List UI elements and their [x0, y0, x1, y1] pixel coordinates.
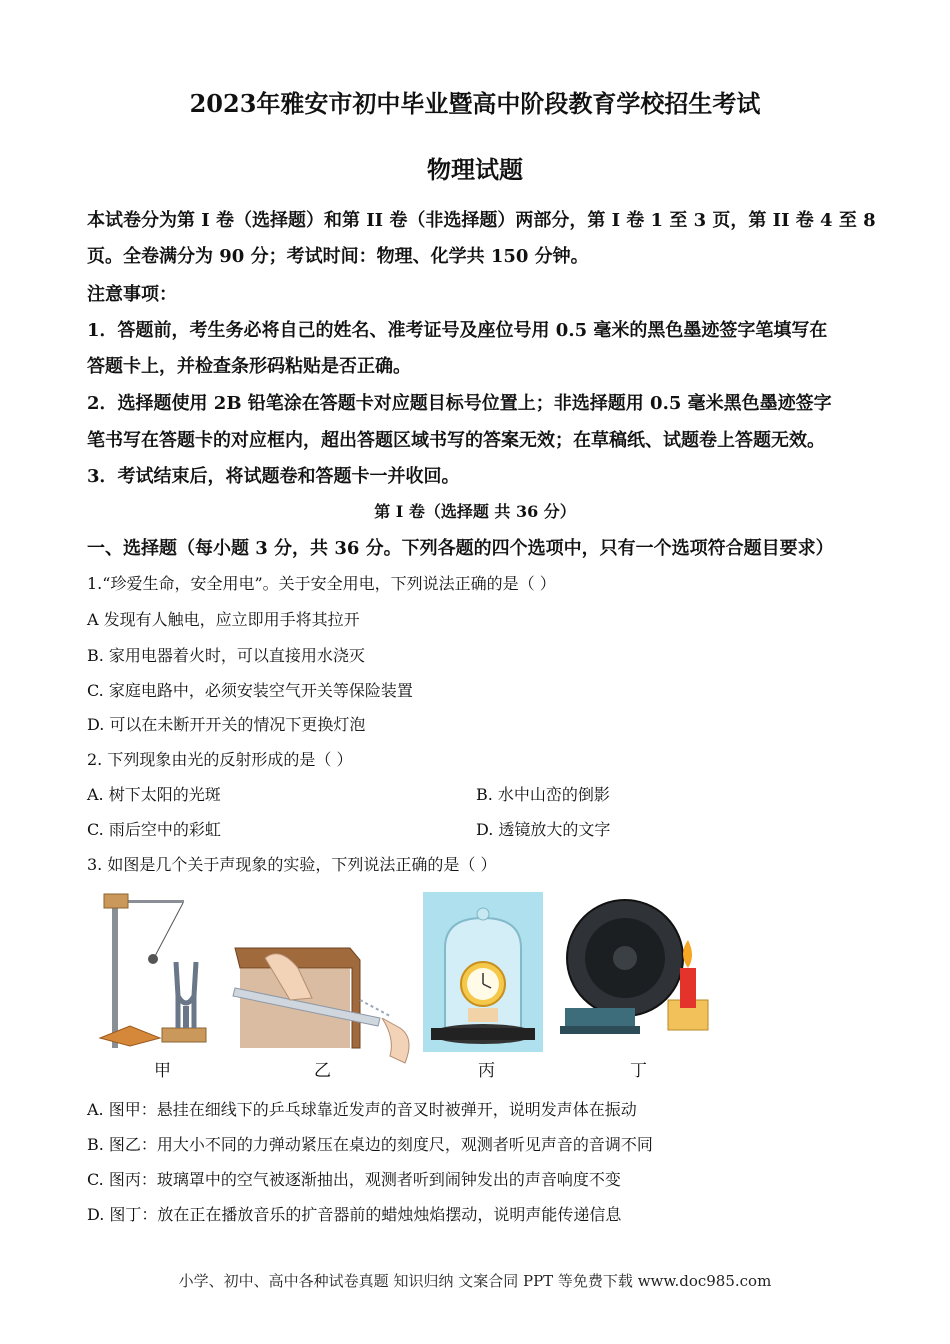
question-3-option-b: B. 图乙：用大小不同的力弹动紧压在桌边的刻度尺，观测者听见声音的音调不同 [87, 1135, 653, 1154]
question-1-option-a: A 发现有人触电，应立即用手将其拉开 [87, 610, 360, 629]
figure-bing-illustration [423, 892, 543, 1052]
section-title: 第 I 卷（选择题 共 36 分） [374, 502, 576, 521]
figure-jia-illustration [100, 894, 206, 1048]
question-3-option-a: A. 图甲：悬挂在细线下的乒乓球靠近发声的音叉时被弹开，说明发声体在振动 [87, 1100, 637, 1119]
intro-line-1: 本试卷分为第 I 卷（选择题）和第 II 卷（非选择题）两部分，第 I 卷 1 至 3 页，第 II 卷 4 至 8 [87, 210, 876, 231]
figure-caption-bing: 丙 [478, 1061, 495, 1081]
question-2-option-c: C. 雨后空中的彩虹 [87, 820, 221, 839]
figure-caption-jia: 甲 [154, 1061, 171, 1081]
question-2-option-b: B. 水中山峦的倒影 [476, 785, 610, 804]
subject-title: 物理试题 [427, 155, 523, 184]
section-instruction: 一、选择题（每小题 3 分，共 36 分。下列各题的四个选项中，只有一个选项符合题目要求） [87, 538, 834, 559]
figure-caption-yi: 乙 [314, 1061, 331, 1081]
question-2-stem: 2. 下列现象由光的反射形成的是（ ） [87, 750, 353, 769]
question-3-option-c: C. 图丙：玻璃罩中的空气被逐渐抽出，观测者听到闹钟发出的声音响度不变 [87, 1170, 621, 1189]
question-2-option-d: D. 透镜放大的文字 [476, 820, 611, 839]
question-1-option-c: C. 家庭电路中，必须安装空气开关等保险装置 [87, 681, 413, 700]
question-3-stem: 3. 如图是几个关于声现象的实验，下列说法正确的是（ ） [87, 855, 497, 874]
notes-heading: 注意事项： [87, 284, 177, 305]
note-2b: 笔书写在答题卡的对应框内，超出答题区域书写的答案无效；在草稿纸、试题卷上答题无效。 [87, 430, 825, 451]
note-3: 3．考试结束后，将试题卷和答题卡一并收回。 [87, 466, 460, 487]
question-3-option-d: D. 图丁：放在正在播放音乐的扩音器前的蜡烛烛焰摆动，说明声能传递信息 [87, 1205, 622, 1224]
question-1-option-d: D. 可以在未断开开关的情况下更换灯泡 [87, 715, 366, 734]
question-3-figure [90, 888, 720, 1078]
note-1a: 1．答题前，考生务必将自己的姓名、准考证号及座位号用 0.5 毫米的黑色墨迹签字笔填写在 [87, 320, 828, 341]
figure-ding-illustration [560, 900, 708, 1034]
note-2a: 2．选择题使用 2B 铅笔涂在答题卡对应题目标号位置上；非选择题用 0.5 毫米黑色墨迹签字 [87, 393, 832, 414]
exam-title: 2023年雅安市初中毕业暨高中阶段教育学校招生考试 [189, 89, 761, 118]
note-1b: 答题卡上，并检查条形码粘贴是否正确。 [87, 356, 411, 377]
figure-caption-ding: 丁 [630, 1061, 647, 1081]
question-1-stem: 1.“珍爱生命，安全用电”。关于安全用电，下列说法正确的是（ ） [87, 574, 556, 593]
question-1-option-b: B. 家用电器着火时，可以直接用水浇灭 [87, 646, 365, 665]
question-2-option-a: A. 树下太阳的光斑 [87, 785, 221, 804]
figure-yi-illustration [233, 948, 409, 1063]
intro-line-2: 页。全卷满分为 90 分；考试时间：物理、化学共 150 分钟。 [87, 246, 589, 267]
page-footer: 小学、初中、高中各种试卷真题 知识归纳 文案合同 PPT 等免费下载 www.doc985.com [178, 1272, 772, 1290]
